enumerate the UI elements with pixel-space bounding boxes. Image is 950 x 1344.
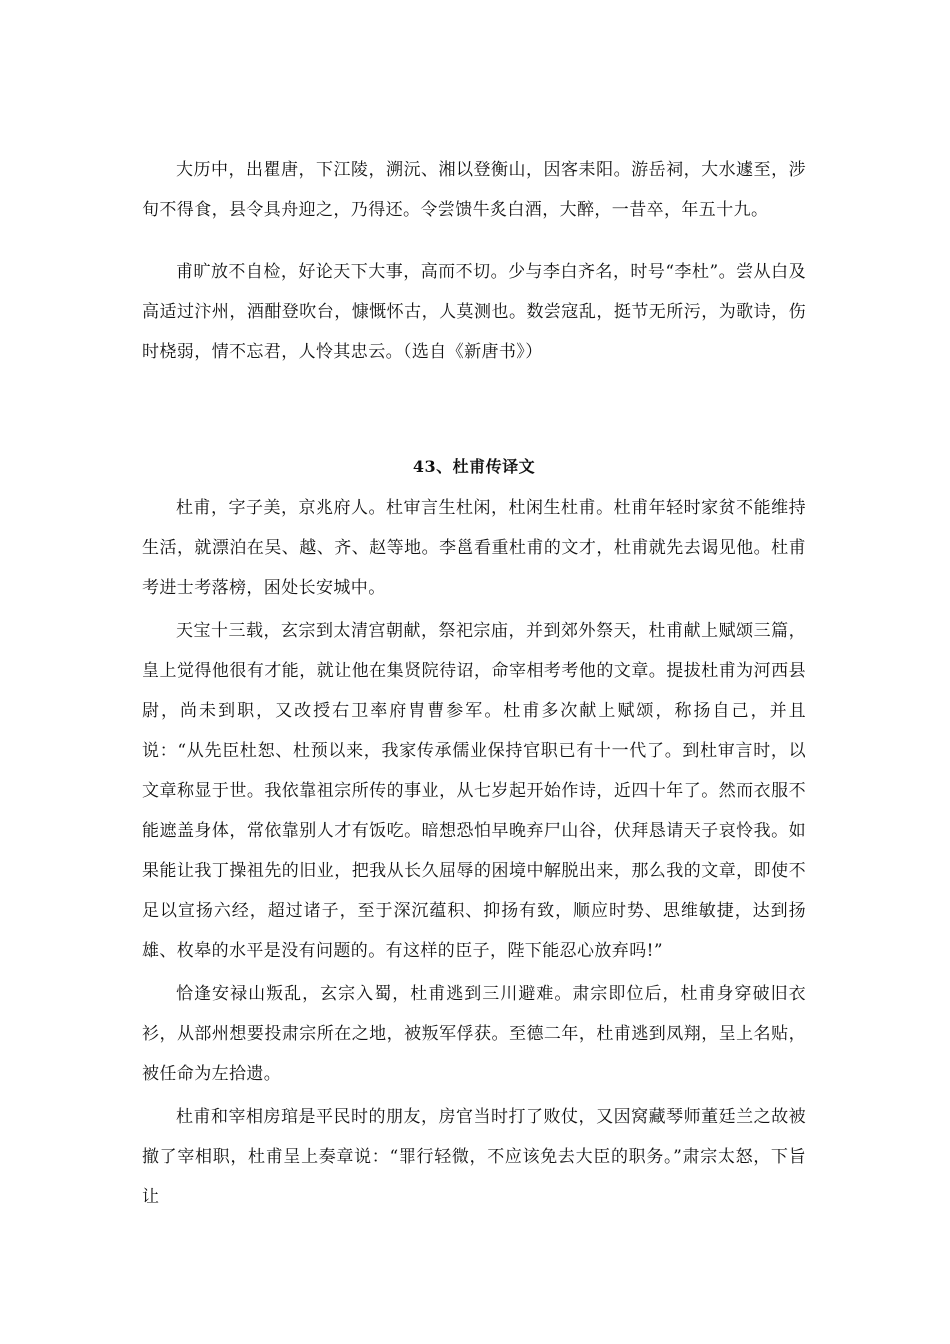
translation-heading: 43、杜甫传译文 xyxy=(412,457,536,476)
original-text-section xyxy=(142,150,806,372)
original-paragraph: 甫旷放不自检，好论天下大事，高而不切。少与李白齐名，时号“李杜”。尝从白及高适过汴州，酒酣登吹台，慷慨怀古，人莫测也。数尝寇乱，挺节无所污，为歌诗，伤时桡弱，情不忘君，人怜其忠云。（选自《新唐书》） xyxy=(142,262,806,362)
translation-paragraph: 恰逢安禄山叛乱，玄宗入蜀，杜甫逃到三川避难。肃宗即位后，杜甫身穿破旧衣衫，从部州想要投肃宗所在之地，被叛军俘获。至德二年，杜甫逃到凤翔，呈上名贴，被任命为左拾遗。 xyxy=(142,984,806,1084)
translation-paragraph: 天宝十三载，玄宗到太清宫朝献，祭祀宗庙，并到郊外祭天，杜甫献上赋颂三篇，皇上觉得他很有才能，就让他在集贤院待诏，命宰相考考他的文章。提拔杜甫为河西县尉，尚未到职，又改授右卫率府胄曹参军。杜甫多次献上赋颂，称扬自己，并且说：“从先臣杜恕、杜预以来，我家传承儒业保持官职已有十一代了。到杜审言时，以文章称显于世。我依靠祖宗所传的事业，从七岁起开始作诗，近四十年了。然而衣服不能遮盖身体，常依靠别人才有饭吃。暗想恐怕早晚弃尸山谷，伏拜恳请天子哀怜我。如果能让我丁操祖先的旧业，把我从长久屈辱的困境中解脱出来，那么我的文章，即使不足以宣扬六经，超过诸子，至于深沉蕴积、抑扬有致，顺应时势、思维敏捷，达到扬雄、枚皋的水平是没有问题的。有这样的臣子，陛下能忍心放弃吗!” xyxy=(142,621,806,961)
translation-paragraph: 杜甫，字子美，京兆府人。杜审言生杜闲，杜闲生杜甫。杜甫年轻时家贫不能维持生活，就漂泊在吴、越、齐、赵等地。李邕看重杜甫的文才，杜甫就先去谒见他。杜甫考进士考落榜，困处长安城中。 xyxy=(142,498,806,598)
translation-text-section xyxy=(142,488,806,1217)
translation-paragraph: 杜甫和宰相房琯是平民时的朋友，房官当时打了败仗，又因窝藏琴师董廷兰之故被撤了宰相职，杜甫呈上奏章说：“罪行轻微，不应该免去大臣的职务。”肃宗太怒，下旨让 xyxy=(142,1107,806,1207)
original-paragraph: 大历中，出瞿唐，下江陵，溯沅、湘以登衡山，因客耒阳。游岳祠，大水遽至，涉旬不得食，县令具舟迎之，乃得还。令尝馈牛炙白酒，大醉，一昔卒，年五十九。 xyxy=(142,160,806,220)
